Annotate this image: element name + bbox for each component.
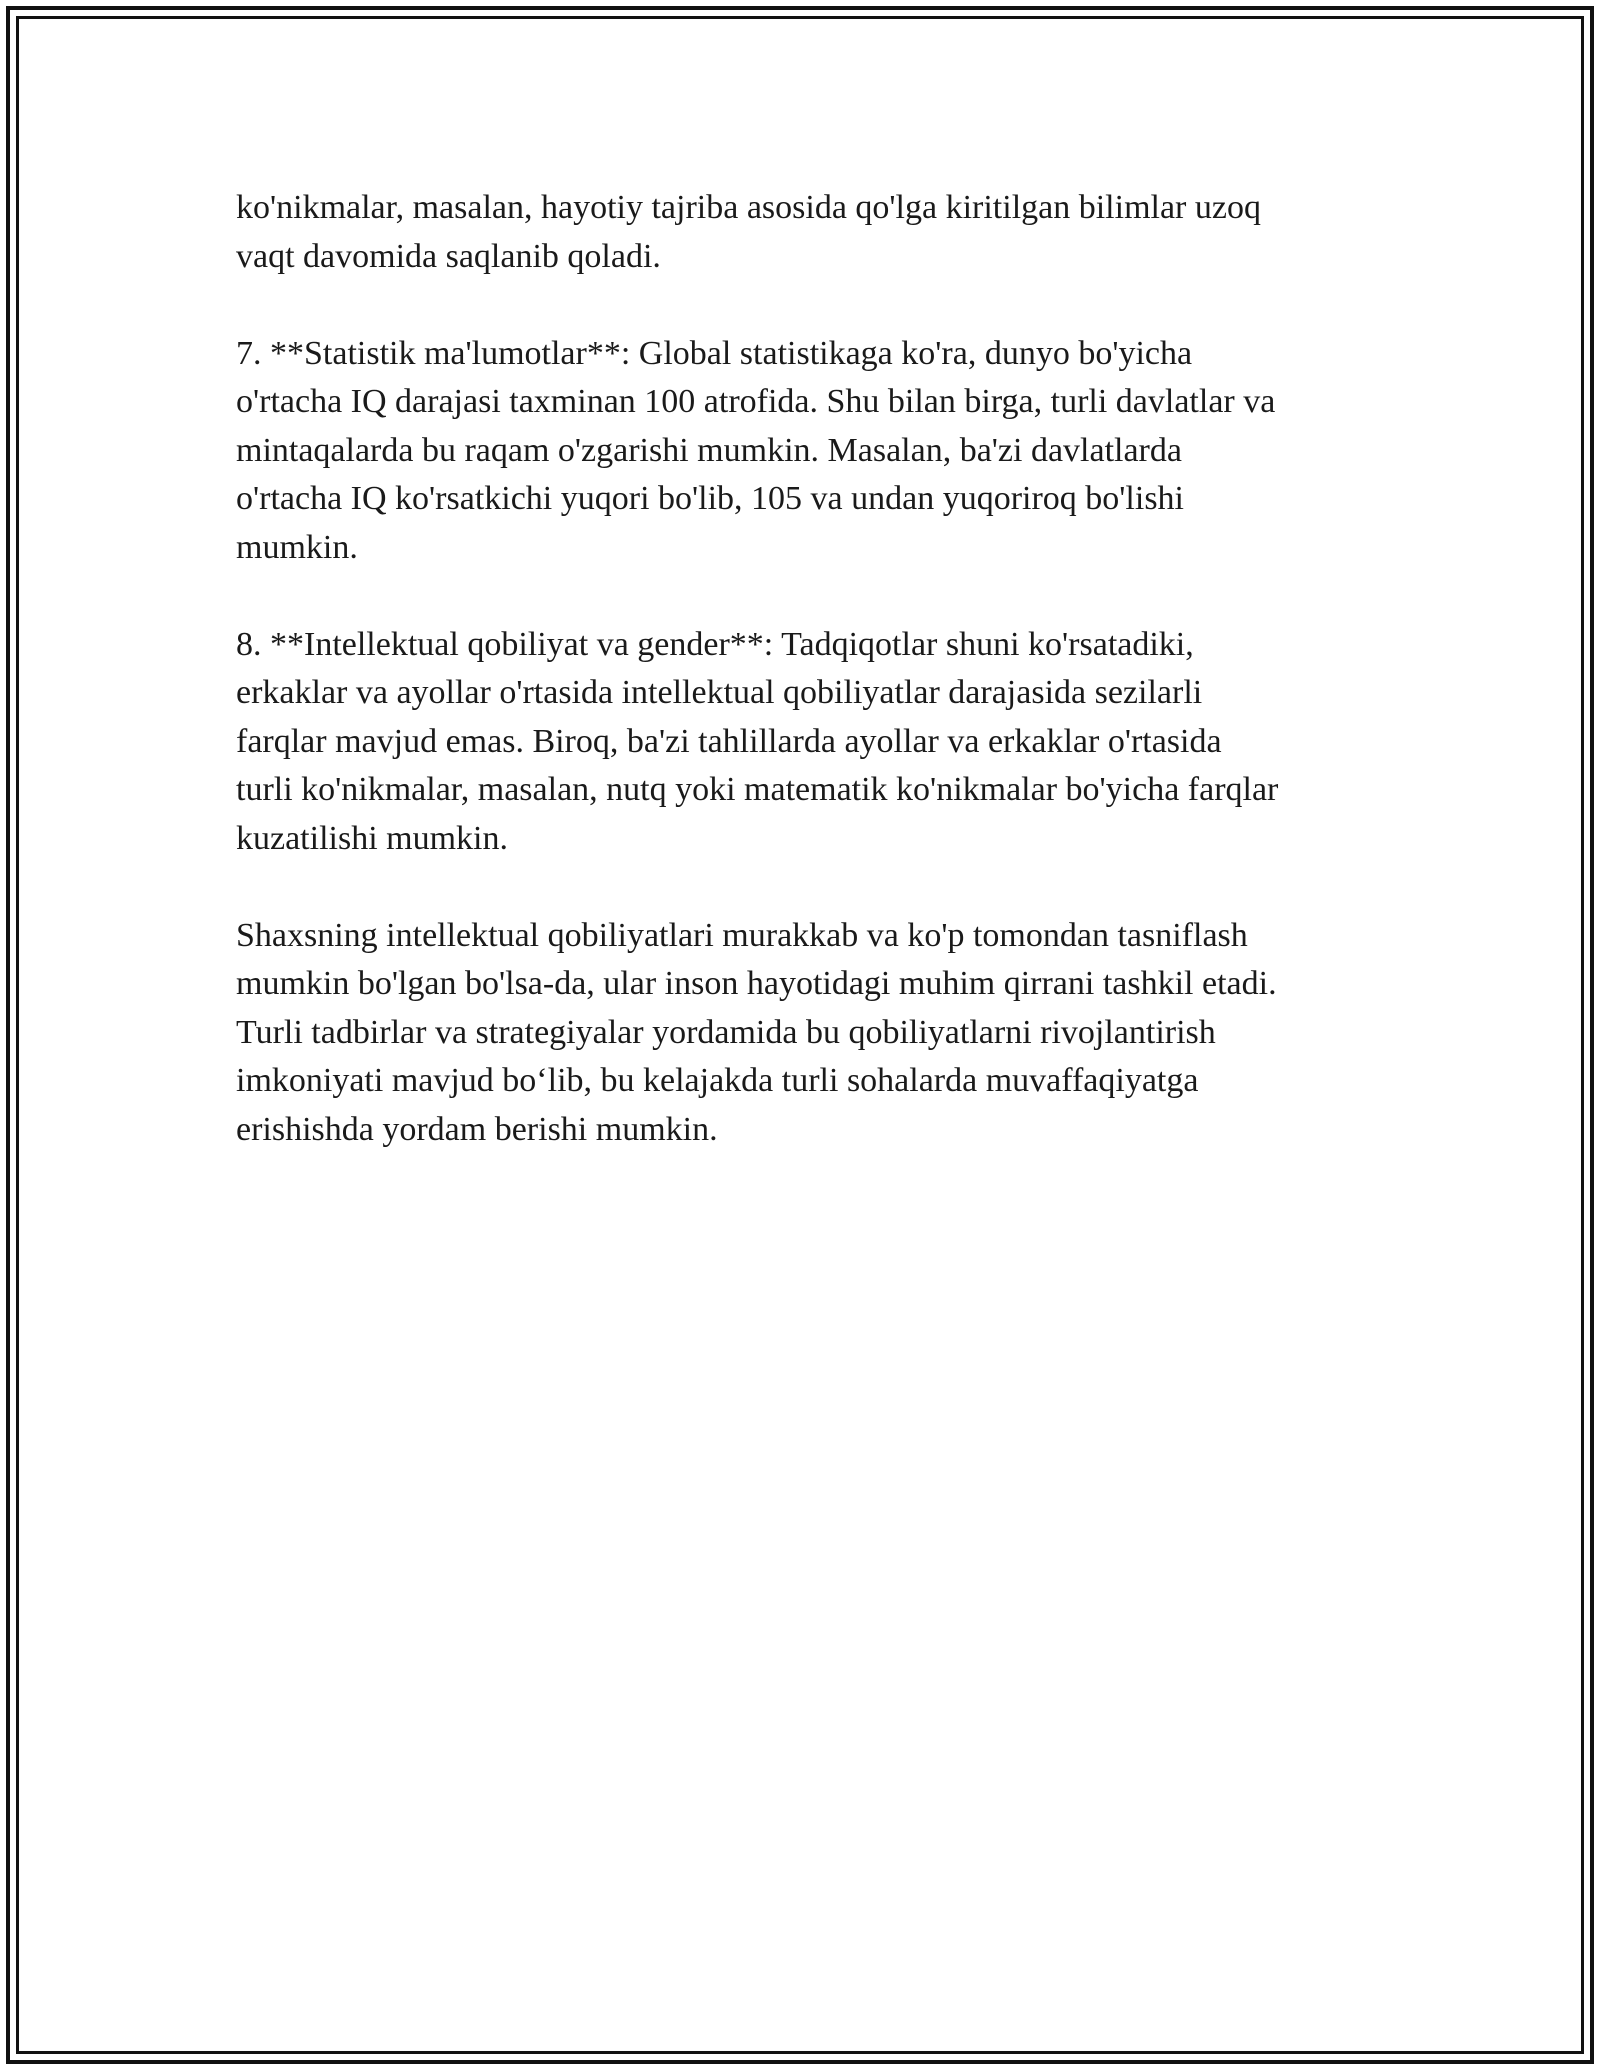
text-line: imkoniyati mavjud bo‘lib, bu kelajakda turli sohalarda muvaffaqiyatga — [236, 1062, 1199, 1099]
text-line: erishishda yordam berishi mumkin. — [236, 1110, 718, 1148]
paragraph-continuation — [236, 184, 1366, 281]
text-line: Turli tadbirlar va strategiyalar yordamida bu qobiliyatlarni rivojlantirish — [236, 1013, 1216, 1051]
text-line: kuzatilishi mumkin. — [236, 819, 508, 857]
text-line: o'rtacha IQ darajasi taxminan 100 atrofida. Shu bilan birga, turli davlatlar va — [236, 383, 1276, 420]
paragraph-conclusion — [236, 912, 1366, 1155]
paragraph-item-8-gender — [236, 621, 1366, 864]
text-line: farqlar mavjud emas. Biroq, ba'zi tahlillarda ayollar va erkaklar o'rtasida — [236, 722, 1222, 760]
text-line: mumkin. — [236, 528, 358, 566]
paragraph-item-7-statistics — [236, 330, 1366, 573]
text-line: 8. **Intellektual qobiliyat va gender**: Tadqiqotlar shuni ko'rsatadiki, — [236, 625, 1194, 663]
text-line: o'rtacha IQ ko'rsatkichi yuqori bo'lib, 105 va undan yuqoriroq bo'lishi — [236, 480, 1184, 517]
text-line: vaqt davomida saqlanib qoladi. — [236, 237, 661, 275]
text-line: Shaxsning intellektual qobiliyatlari murakkab va ko'p tomondan tasniflash — [236, 916, 1248, 954]
text-line: ko'nikmalar, masalan, hayotiy tajriba asosida qo'lga kiritilgan bilimlar uzoq — [236, 189, 1261, 226]
text-line: mumkin bo'lgan bo'lsa-da, ular inson hayotidagi muhim qirrani tashkil etadi. — [236, 965, 1277, 1002]
text-line: 7. **Statistik ma'lumotlar**: Global statistikaga ko'ra, dunyo bo'yicha — [236, 334, 1193, 372]
document-body — [236, 184, 1366, 1154]
text-line: mintaqalarda bu raqam o'zgarishi mumkin. Masalan, ba'zi davlatlarda — [236, 431, 1182, 469]
text-line: erkaklar va ayollar o'rtasida intellektual qobiliyatlar darajasida sezilarli — [236, 674, 1203, 711]
text-line: turli ko'nikmalar, masalan, nutq yoki matematik ko'nikmalar bo'yicha farqlar — [236, 771, 1279, 808]
